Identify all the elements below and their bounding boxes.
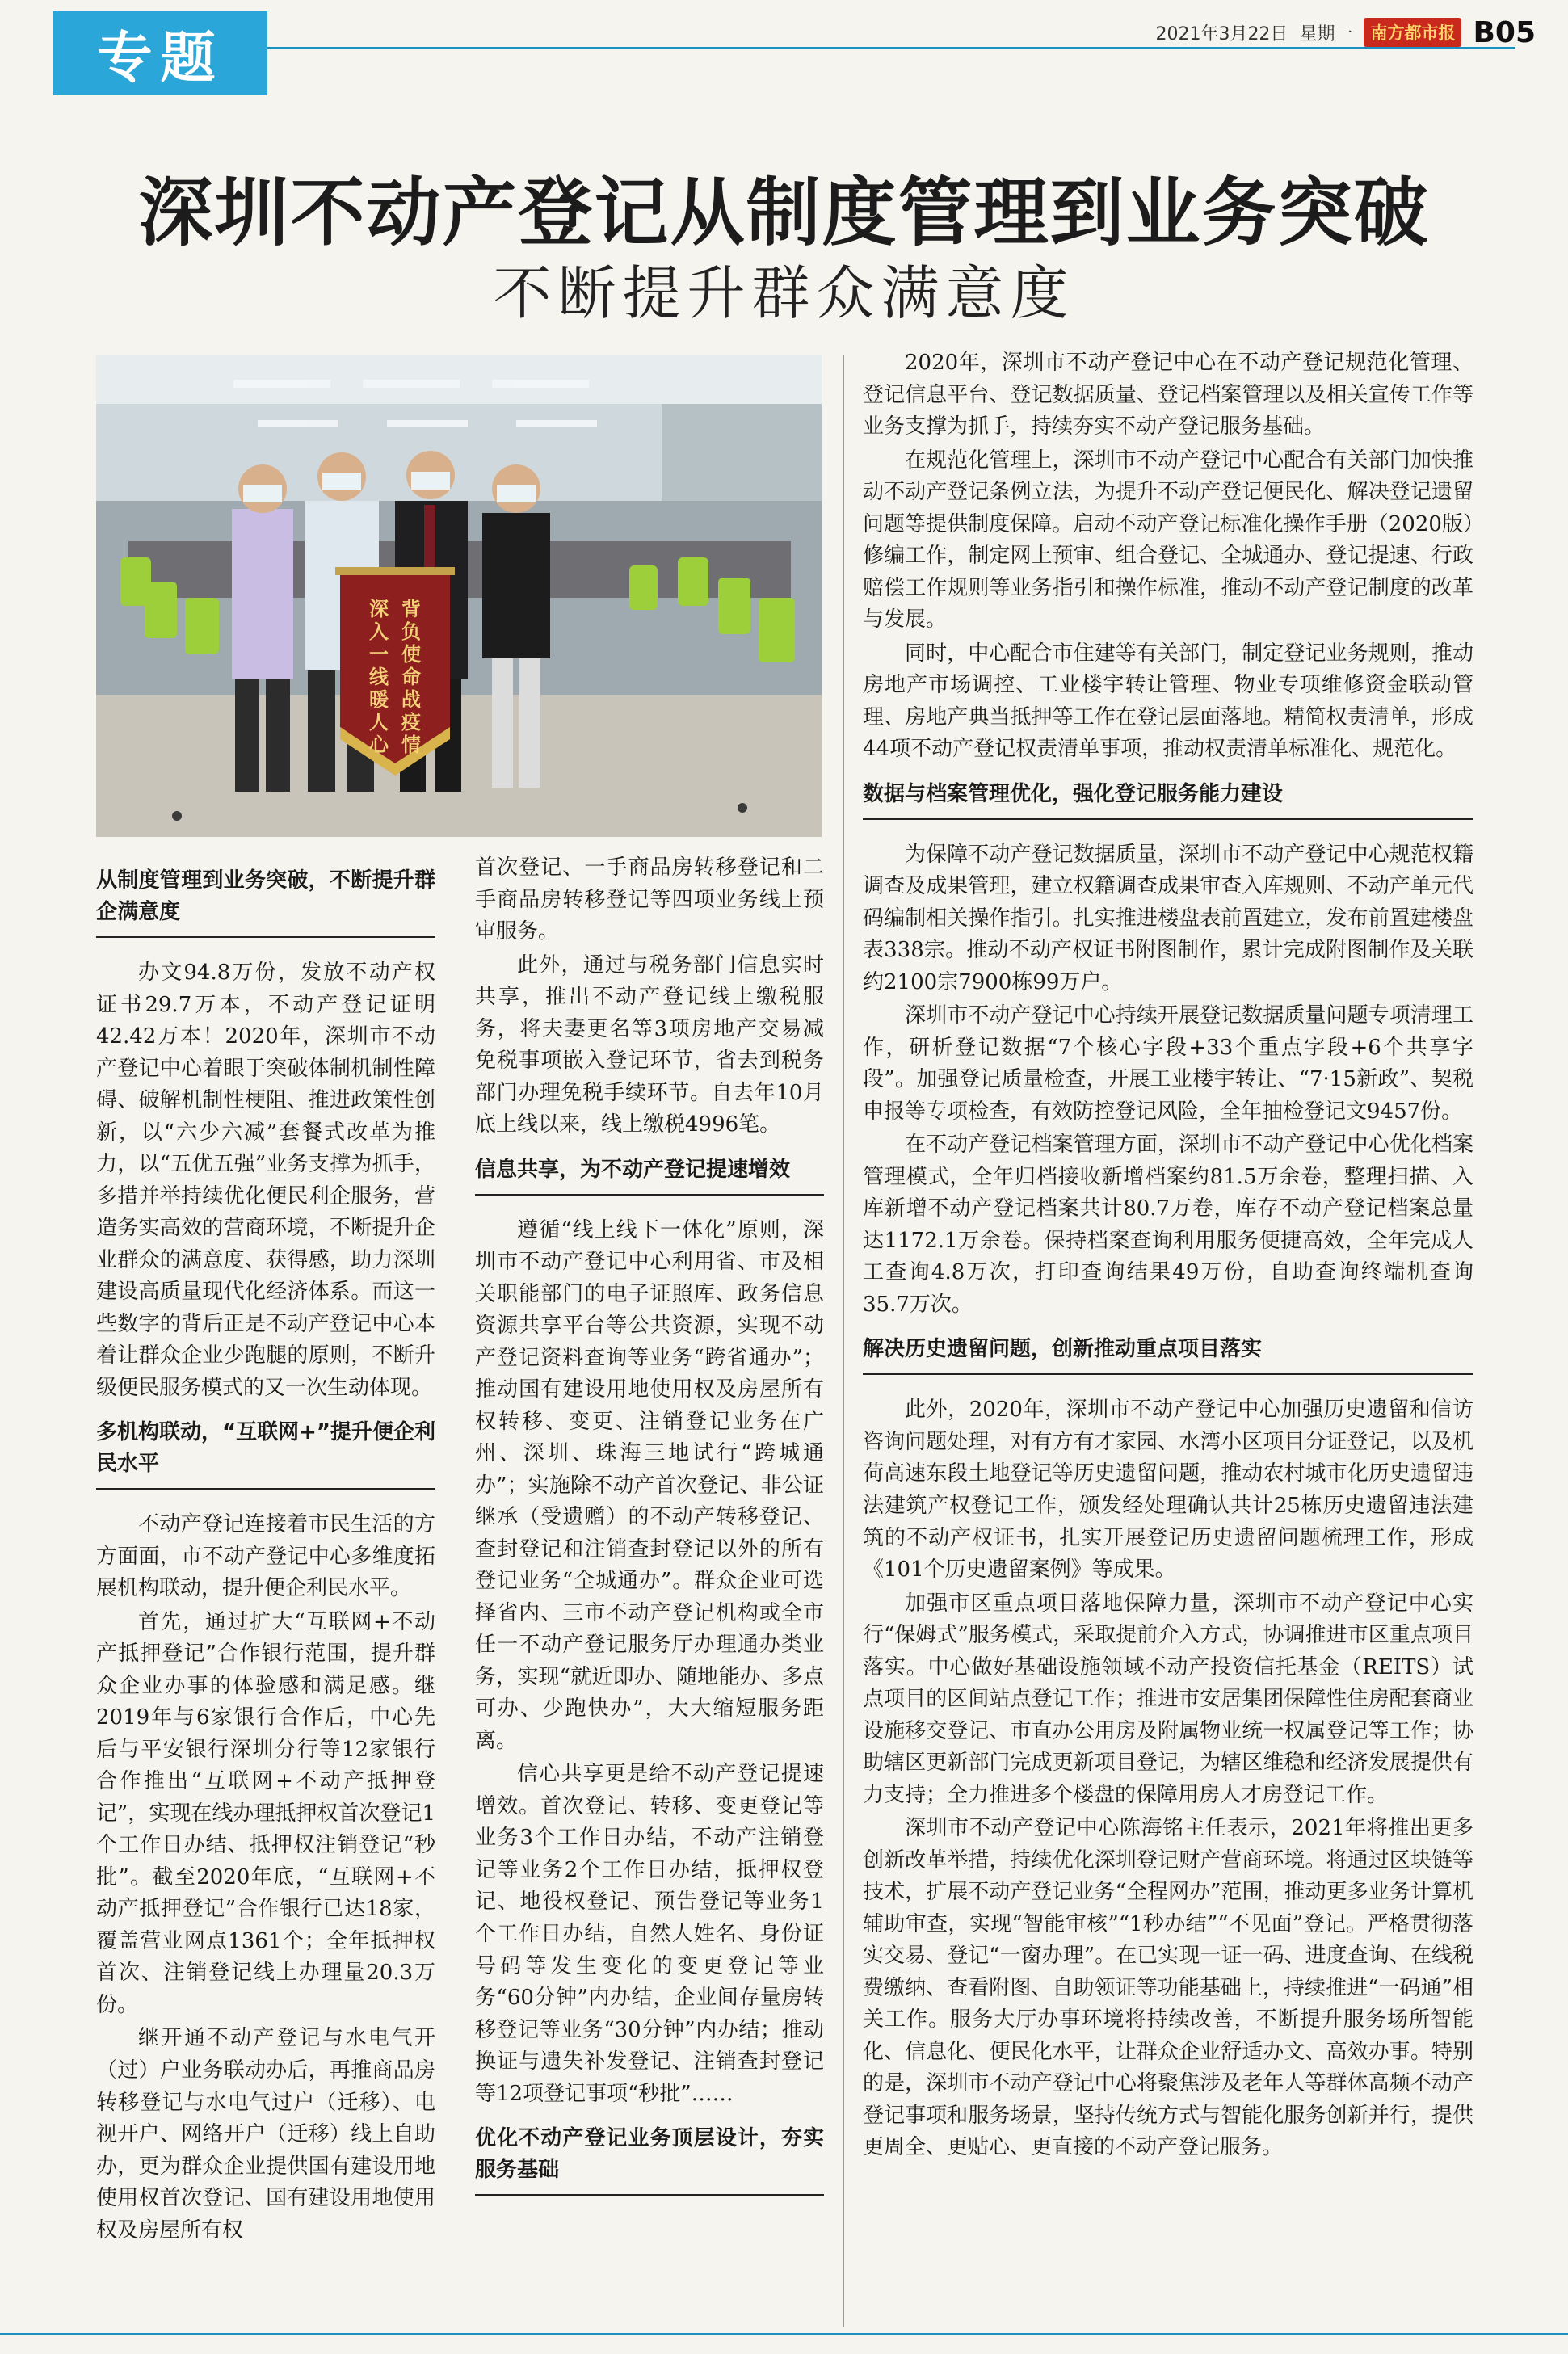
section-tab: 专题 xyxy=(53,11,267,95)
article-column-1 xyxy=(96,852,435,2248)
banner-text-2: 深入一线暖人心 xyxy=(369,597,389,756)
banner-text-1: 背负使命战疫情 xyxy=(401,597,421,756)
page-info xyxy=(1155,16,1536,48)
paragraph: 同时，中心配合市住建等有关部门，制定登记业务规则，推动房地产市场调控、工业楼宇转让管理、物业专项维修资金联动管理、房地产典当抵押等工作在登记层面落地。精简权责清单，形成44项不动产登记权责清单事项，推动权责清单标准化、规范化。 xyxy=(863,641,1473,762)
headline-title: 深圳不动产登记从制度管理到业务突破 xyxy=(138,170,1430,256)
article-column-3 xyxy=(863,347,1473,2166)
paragraph: 此外，2020年，深圳市不动产登记中心加强历史遗留和信访咨询问题处理，对有方有才家园、水湾小区项目分证登记，以及机荷高速东段土地登记等历史遗留问题，推动农村城市化历史遗留违法建筑产权登记工作，颁发经处理确认共计25栋历史遗留违法建筑的不动产权证书，扎实开展登记历史遗留问题梳理工作，形成《101个历史遗留案例》等成果。 xyxy=(863,1398,1473,1583)
section-heading: 优化不动产登记业务顶层设计，夯实服务基础 xyxy=(475,2123,824,2196)
section-heading: 解决历史遗留问题，创新推动重点项目落实 xyxy=(863,1334,1473,1375)
page-header xyxy=(0,0,1568,102)
section-heading: 数据与档案管理优化，强化登记服务能力建设 xyxy=(863,779,1473,820)
paragraph: 继开通不动产登记与水电气开（过）户业务联动办后，再推商品房转移登记与水电气过户（迁移）、电视开户、网络开户（迁移）线上自助办，更为群众企业提供国有建设用地使用权首次登记、国有建设用地使用权及房屋所有权 xyxy=(96,2026,435,2243)
paragraph: 深圳市不动产登记中心陈海铭主任表示，2021年将推出更多创新改革举措，持续优化深圳登记财产营商环境。将通过区块链等技术，扩展不动产登记业务“全程网办”范围，推动更多业务计算机辅助审查，实现“智能审核”“1秒办结”“不见面”登记。严格贯彻落实交易、登记“一窗办理”。在已实现一证一码、进度查询、在线税费缴纳、查看附图、自助领证等功能基础上，持续推进“一码通”相关工作。服务大厅办事环境将持续改善，不断提升服务场所智能化、信息化、便民化水平，让群众企业舒适办文、高效办事。特别的是，深圳市不动产登记中心将聚焦涉及老年人等群体高频不动产登记事项和服务场景，坚持传统方式与智能化服务创新并行，提供更周全、更贴心、更直接的不动产登记服务。 xyxy=(863,1816,1473,2160)
newspaper-logo: 南方都市报 xyxy=(1364,18,1461,47)
column-divider xyxy=(843,355,844,2327)
paragraph: 为保障不动产登记数据质量，深圳市不动产登记中心规范权籍调查及成果管理，建立权籍调查成果审查入库规则、不动产单元代码编制相关操作指引。扎实推进楼盘表前置建立，发布前置建楼盘表338宗。推动不动产权证书附图制作，累计完成附图制作及关联约2100宗7900栋99万户。 xyxy=(863,842,1473,994)
article-column-2 xyxy=(475,852,824,2215)
weekday: 星期一 xyxy=(1299,23,1353,44)
paragraph: 首次登记、一手商品房转移登记和二手商品房转移登记等四项业务线上预审服务。 xyxy=(475,855,824,944)
paragraph: 信心共享更是给不动产登记提速增效。首次登记、转移、变更登记等业务3个工作日办结，不动产注销登记等业务2个工作日办结，抵押权登记、地役权登记、预告登记等业务1个工作日办结，自然人姓名、身份证号码等发生变化的变更登记等业务“60分钟”内办结，企业间存量房转移登记等业务“30分钟”内办结；推动换证与遗失补发登记、注销查封登记等12项登记事项“秒批”…… xyxy=(475,1762,824,2106)
page-number: B05 xyxy=(1473,15,1536,49)
section-heading: 多机构联动，“互联网+”提升便企利民水平 xyxy=(96,1417,435,1490)
paragraph: 加强市区重点项目落地保障力量，深圳市不动产登记中心实行“保姆式”服务模式，采取提前介入方式，协调推进市区重点项目落实。中心做好基础设施领域不动产投资信托基金（REITS）试点项目的区间站点登记工作；推进市安居集团保障性住房配套商业设施移交登记、市直办公用房及附属物业统一权属登记等工作；协助辖区更新部门完成更新项目登记，为辖区维稳和经济发展提供有力支持；全力推进多个楼盘的保障用房人才房登记工作。 xyxy=(863,1591,1473,1807)
section-heading: 从制度管理到业务突破，不断提升群企满意度 xyxy=(96,865,435,938)
section-heading: 信息共享，为不动产登记提速增效 xyxy=(475,1154,824,1196)
headline-subtitle: 不断提升群众满意度 xyxy=(493,259,1075,327)
paragraph: 办文94.8万份，发放不动产权证书29.7万本，不动产登记证明42.42万本！2020年，深圳市不动产登记中心着眼于突破体制机制性障碍、破解机制性梗阻、推进政策性创新，以“六少六减”套餐式改革为推力，以“五优五强”业务支撑为抓手，多措并举持续优化便民利企服务，营造务实高效的营商环境，不断提升企业群众的满意度、获得感，助力深圳建设高质量现代化经济体系。而这一些数字的背后正是不动产登记中心本着让群众企业少跑腿的原则，不断升级便民服务模式的又一次生动体现。 xyxy=(96,961,435,1400)
paragraph: 遵循“线上线下一体化”原则，深圳市不动产登记中心利用省、市及相关职能部门的电子证照库、政务信息资源共享平台等公共资源，实现不动产登记资料查询等业务“跨省通办”；推动国有建设用地使用权及房屋所有权转移、变更、注销登记业务在广州、深圳、珠海三地试行“跨城通办”；实施除不动产首次登记、非公证继承（受遗赠）的不动产转移登记、查封登记和注销查封登记以外的所有登记业务“全城通办”。群众企业可选择省内、三市不动产登记机构或全市任一不动产登记服务厅办理通办类业务，实现“就近即办、随地能办、多点可办、少跑快办”，大大缩短服务距离。 xyxy=(475,1217,824,1753)
paragraph: 此外，通过与税务部门信息实时共享，推出不动产登记线上缴税服务，将夫妻更名等3项房地产交易减免税事项嵌入登记环节，省去到税务部门办理免税手续环节。自去年10月底上线以来，线上缴税4996笔。 xyxy=(475,952,824,1137)
paragraph: 深圳市不动产登记中心持续开展登记数据质量问题专项清理工作，研析登记数据“7个核心字段+33个重点字段+6个共享字段”。加强登记质量检查，开展工业楼宇转让、“7·15新政”、契税申报等专项检查，有效防控登记风险，全年抽检登记文9457份。 xyxy=(863,1003,1473,1124)
news-photo xyxy=(96,355,822,837)
footer-rule xyxy=(0,2333,1568,2335)
photo-illustration xyxy=(96,355,822,837)
paragraph: 2020年，深圳市不动产登记中心在不动产登记规范化管理、登记信息平台、登记数据质量、登记档案管理以及相关宣传工作等业务支撑为抓手，持续夯实不动产登记服务基础。 xyxy=(863,351,1473,439)
issue-date: 2021年3月22日 xyxy=(1155,23,1288,44)
paragraph: 在不动产登记档案管理方面，深圳市不动产登记中心优化档案管理模式，全年归档接收新增档案约81.5万余卷，整理扫描、入库新增不动产登记档案共计80.7万卷，库存不动产登记档案总量达1172.1万余卷。保持档案查询利用服务便捷高效，全年完成人工查询4.8万次，打印查询结果49万份，自助查询终端机查询35.7万次。 xyxy=(863,1133,1473,1317)
paragraph: 在规范化管理上，深圳市不动产登记中心配合有关部门加快推动不动产登记条例立法，为提升不动产登记便民化、解决登记遗留问题等提供制度保障。启动不动产登记标准化操作手册（2020版）修编工作，制定网上预审、组合登记、全城通办、登记提速、行政赔偿工作规则等业务指引和操作标准，推动不动产登记制度的改革与发展。 xyxy=(863,448,1473,633)
paragraph: 不动产登记连接着市民生活的方方面面，市不动产登记中心多维度拓展机构联动，提升便企利民水平。 xyxy=(96,1512,435,1601)
paragraph: 首先，通过扩大“互联网+不动产抵押登记”合作银行范围，提升群众企业办事的体验感和满足感。继2019年与6家银行合作后，中心先后与平安银行深圳分行等12家银行合作推出“互联网+不动产抵押登记”，实现在线办理抵押权首次登记1个工作日办结、抵押权注销登记“秒批”。截至2020年底，“互联网+不动产抵押登记”合作银行已达18家，覆盖营业网点1361个；全年抵押权首次、注销登记线上办理量20.3万份。 xyxy=(96,1609,435,2017)
